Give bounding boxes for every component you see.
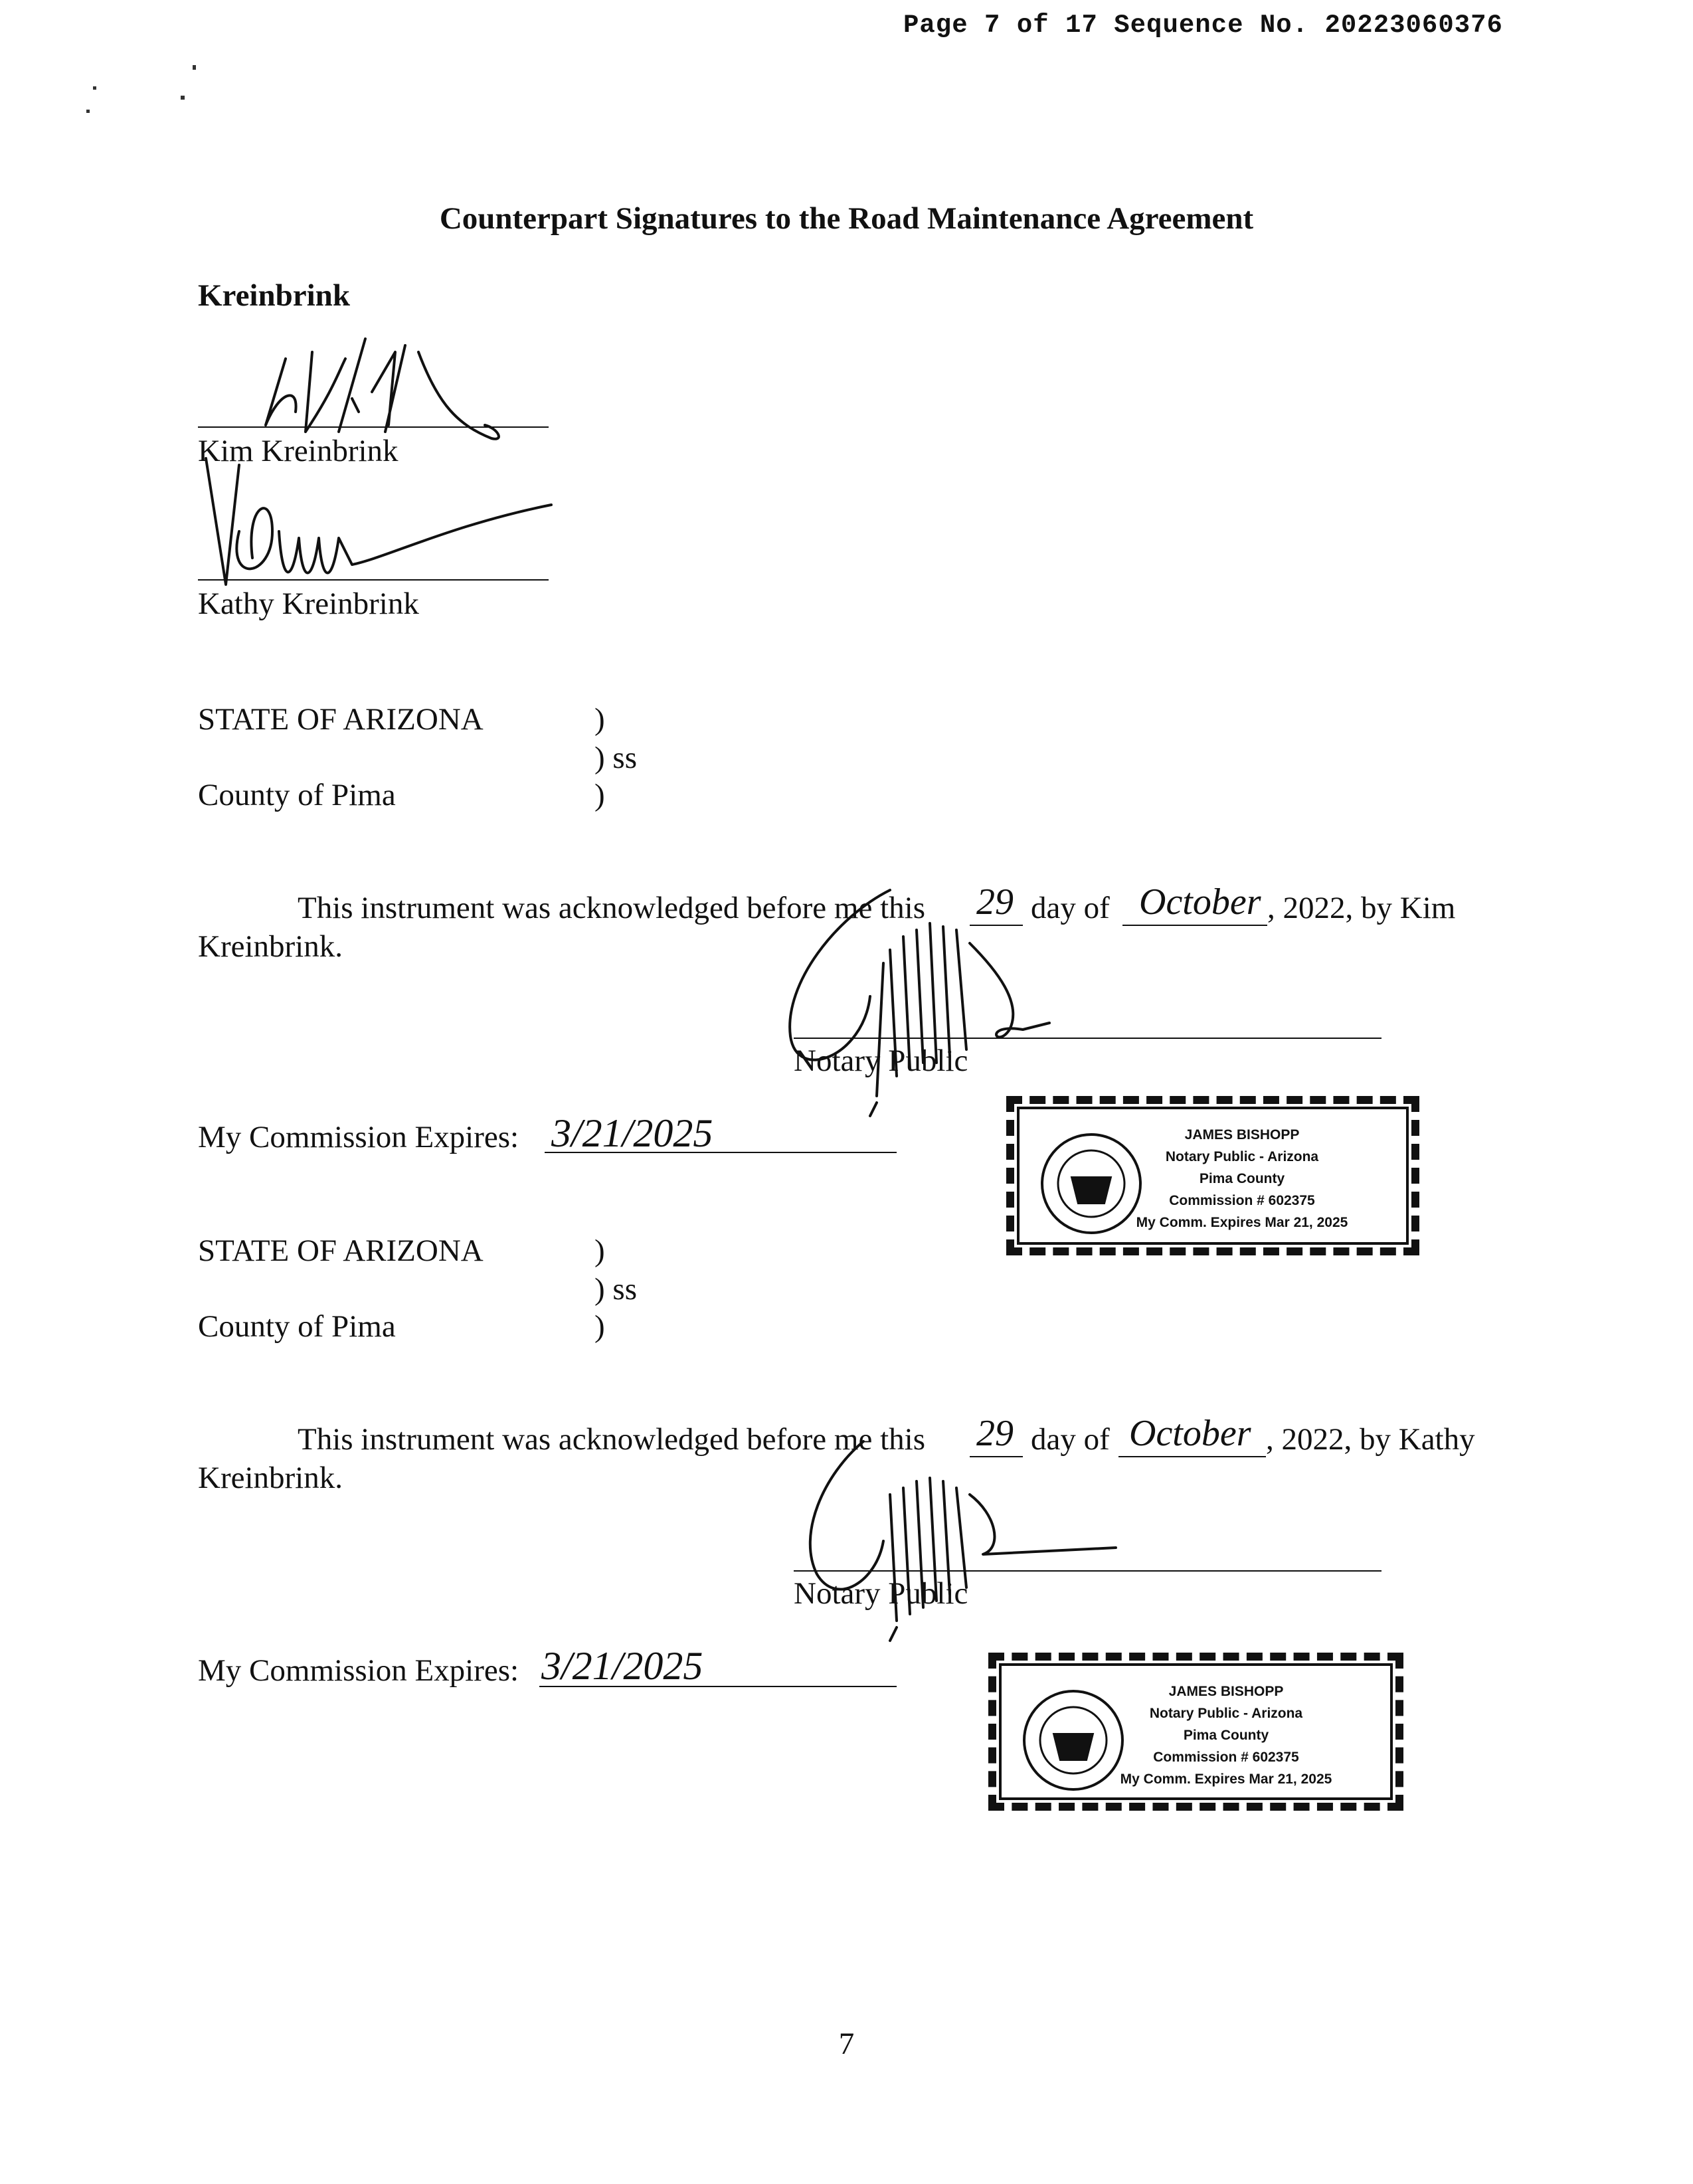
signature-line	[198, 426, 549, 428]
blank-line	[539, 1686, 897, 1687]
venue-ss: ) ss	[594, 741, 637, 775]
stamp-notary-title: Notary Public - Arizona	[1165, 1149, 1319, 1164]
notary-stamp	[1006, 1096, 1419, 1255]
stamp-notary-title: Notary Public - Arizona	[1149, 1706, 1303, 1721]
acknowledgment-text: This instrument was acknowledged before me this	[298, 1422, 925, 1457]
handwritten-month: October	[1129, 1413, 1251, 1454]
notary-signature-line	[794, 1570, 1381, 1572]
commission-expires-label: My Commission Expires:	[198, 1120, 519, 1154]
venue-paren: )	[594, 1233, 605, 1268]
stamp-notary-name: JAMES BISHOPP	[1184, 1127, 1300, 1142]
acknowledgment-year-by: , 2022, by Kim	[1267, 891, 1456, 925]
acknowledgment-continuation: Kreinbrink.	[198, 1461, 343, 1495]
notary-stamp	[988, 1653, 1403, 1811]
stamp-notary-name: JAMES BISHOPP	[1168, 1684, 1284, 1699]
handwritten-commission-date: 3/21/2025	[541, 1644, 703, 1688]
page-number: 7	[838, 2027, 855, 2061]
scan-speck	[93, 86, 96, 90]
signature-kathy-kreinbrink	[199, 452, 571, 598]
stamp-county: Pima County	[1183, 1728, 1269, 1743]
party-heading: Kreinbrink	[198, 278, 350, 313]
scan-speck	[193, 65, 196, 70]
scan-speck	[181, 96, 185, 100]
stamp-commission-number: Commission # 602375	[1153, 1750, 1299, 1765]
venue-ss: ) ss	[594, 1272, 637, 1307]
acknowledgment-text: This instrument was acknowledged before me this	[298, 891, 925, 925]
blank-line	[545, 1152, 897, 1153]
stamp-expiration: My Comm. Expires Mar 21, 2025	[1120, 1772, 1332, 1787]
signature-line	[198, 579, 549, 581]
venue-paren: )	[594, 702, 605, 737]
acknowledgment-day-of: day of	[1031, 891, 1110, 925]
handwritten-commission-date: 3/21/2025	[551, 1111, 713, 1155]
blank-line	[1122, 925, 1267, 926]
commission-expires-label: My Commission Expires:	[198, 1653, 519, 1688]
venue-paren: )	[594, 778, 605, 812]
notary-public-label: Notary Public	[794, 1044, 968, 1078]
signatory-name-kathy: Kathy Kreinbrink	[198, 587, 419, 621]
acknowledgment-year-by: , 2022, by Kathy	[1266, 1422, 1475, 1457]
venue-county: County of Pima	[198, 778, 396, 812]
notary-public-label: Notary Public	[794, 1576, 968, 1611]
stamp-commission-number: Commission # 602375	[1169, 1193, 1315, 1208]
venue-county: County of Pima	[198, 1309, 396, 1344]
handwritten-month: October	[1139, 881, 1261, 923]
notary-signature-line	[794, 1038, 1381, 1039]
stamp-expiration: My Comm. Expires Mar 21, 2025	[1136, 1215, 1348, 1230]
signatory-name-kim: Kim Kreinbrink	[198, 434, 399, 468]
stamp-county: Pima County	[1199, 1171, 1285, 1186]
acknowledgment-day-of: day of	[1031, 1422, 1110, 1457]
page-sequence-header: Page 7 of 17 Sequence No. 20223060376	[903, 11, 1503, 40]
venue-paren: )	[594, 1309, 605, 1344]
handwritten-day: 29	[976, 881, 1014, 923]
venue-state: STATE OF ARIZONA	[198, 1233, 484, 1268]
blank-line	[1118, 1456, 1266, 1457]
acknowledgment-continuation: Kreinbrink.	[198, 929, 343, 964]
document-title: Counterpart Signatures to the Road Maintenance Agreement	[439, 201, 1254, 236]
venue-state: STATE OF ARIZONA	[198, 702, 484, 737]
scan-speck	[86, 110, 90, 113]
handwritten-day: 29	[976, 1413, 1014, 1454]
